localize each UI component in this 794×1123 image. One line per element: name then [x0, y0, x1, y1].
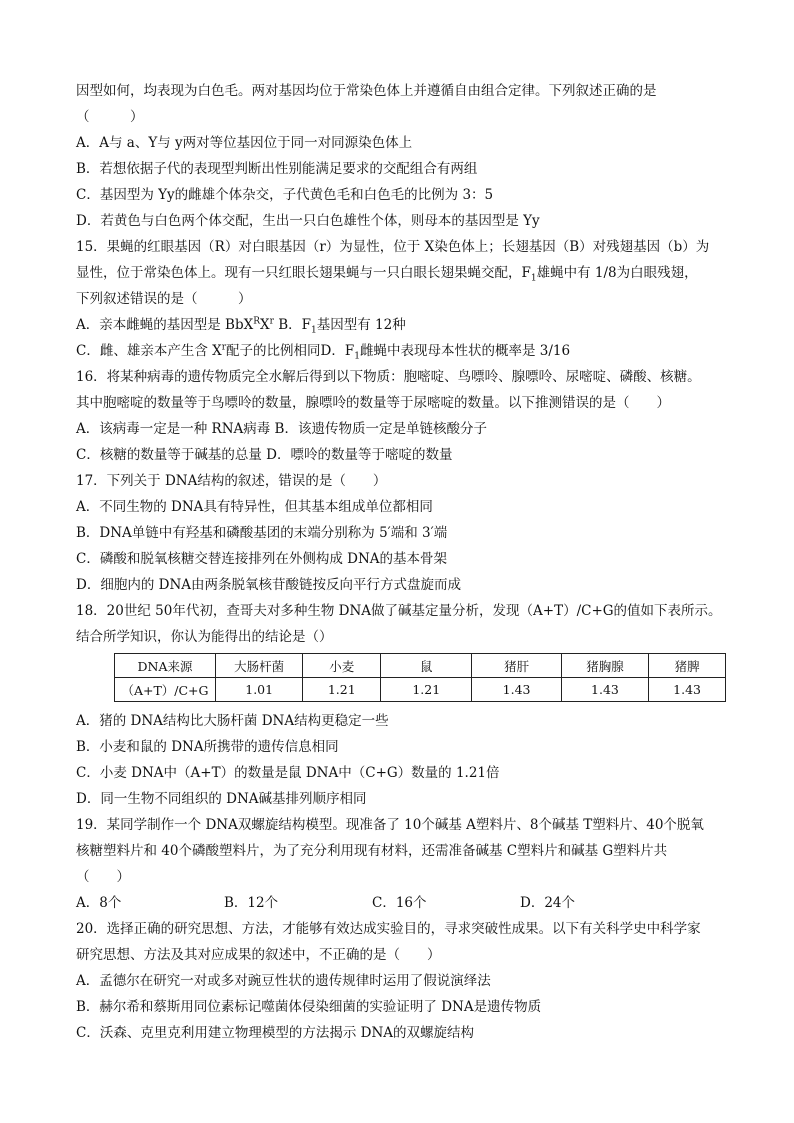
table-cell: 小麦 — [303, 654, 381, 678]
q14-answer-paren: （ ） — [76, 109, 144, 125]
q15-option-a: A．亲本雌蝇的基因型是 $BbX^RX^r$ — [76, 316, 274, 333]
q18-option-c: C．小麦 DNA中（A+T）的数量是鼠 DNA中（C+G）数量的 1.21倍 — [76, 765, 500, 781]
exam-page — [76, 78, 726, 1046]
table-cell: 1.21 — [381, 678, 472, 702]
q19-stem-line2: 核糖塑料片和 40个磷酸塑料片，为了充分利用现有材料，还需准备碱基 C塑料片和碱基 G塑料片共 — [76, 843, 668, 859]
q17-option-a: A．不同生物的 DNA具有特异性，但其基本组成单位都相同 — [76, 499, 433, 515]
q14-continuation: 因型如何，均表现为白色毛。两对基因均位于常染色体上并遵循自由组合定律。下列叙述正确的是 — [76, 83, 657, 99]
q15-stem-line3: 下列叙述错误的是（ ） — [76, 291, 252, 307]
q14-option-d: D．若黄色与白色两个体交配，生出一只白色雄性个体，则母本的基因型是 Yy — [76, 213, 540, 229]
q18-option-d: D．同一生物不同组织的 DNA碱基排列顺序相同 — [76, 791, 367, 807]
q19-options — [76, 890, 726, 916]
q19-option-a: A．8个 — [76, 895, 122, 911]
q20-option-c: C．沃森、克里克利用建立物理模型的方法揭示 DNA的双螺旋结构 — [76, 1025, 475, 1041]
table-cell: 1.43 — [561, 678, 648, 702]
q19-option-b: B．12个 — [224, 895, 279, 911]
q15-option-d: D．$F_1$雌蝇中表现母本性状的概率是 3/16 — [320, 343, 571, 362]
q15-option-b: B．$F_1$基因型有 12种 — [278, 317, 406, 336]
table-header-row — [115, 654, 726, 678]
q17-option-b: B．DNA单链中有羟基和磷酸基团的末端分别称为 5′端和 3′端 — [76, 525, 448, 541]
q15-options-cd — [76, 338, 726, 364]
q17-option-d: D．细胞内的 DNA由两条脱氧核苷酸链按反向平行方式盘旋而成 — [76, 577, 461, 593]
table-cell: 1.43 — [649, 678, 726, 702]
table-row — [115, 678, 726, 702]
dna-ratio-table — [114, 653, 726, 702]
q15-stem-line2: 显性，位于常染色体上。现有一只红眼长翅果蝇与一只白眼长翅果蝇交配，$F_1$雄蝇中有 1/8为白眼残翅， — [76, 265, 698, 284]
table-cell: （A+T）/C+G — [115, 678, 216, 702]
q18-option-b: B．小麦和鼠的 DNA所携带的遗传信息相同 — [76, 739, 339, 755]
q19-answer-paren: （ ） — [76, 869, 130, 885]
q20-option-b: B．赫尔希和蔡斯用同位素标记噬菌体侵染细菌的实验证明了 DNA是遗传物质 — [76, 999, 542, 1015]
q20-stem-line2: 研究思想、方法及其对应成果的叙述中，不正确的是（ ） — [76, 947, 441, 963]
q14-option-a: A．A与 a、Y与 y两对等位基因位于同一对同源染色体上 — [76, 135, 413, 151]
table-cell: 猪肝 — [472, 654, 561, 678]
q16-stem-line1: 16．将某种病毒的遗传物质完全水解后得到以下物质：胞嘧啶、鸟嘌呤、腺嘌呤、尿嘧啶、磷酸、核糖。 — [76, 369, 701, 385]
q16-options-cd: C．核糖的数量等于碱基的总量 D．嘌呤的数量等于嘧啶的数量 — [76, 447, 453, 463]
q18-stem-line1: 18．20世纪 50年代初，查哥夫对多种生物 DNA做了碱基定量分析，发现（A+T）/C+G的值如下表所示。 — [76, 603, 722, 619]
table-cell: 1.01 — [215, 678, 302, 702]
table-cell: 猪脾 — [649, 654, 726, 678]
q14-option-b: B．若想依据子代的表现型判断出性别能满足要求的交配组合有两组 — [76, 161, 478, 177]
table-cell: 大肠杆菌 — [215, 654, 302, 678]
q19-option-d: D．24个 — [520, 895, 576, 911]
q18-option-a: A．猪的 DNA结构比大肠杆菌 DNA结构更稳定一些 — [76, 713, 389, 729]
q17-option-c: C．磷酸和脱氧核糖交替连接排列在外侧构成 DNA的基本骨架 — [76, 551, 448, 567]
q15-option-c: C．雌、雄亲本产生含 $X^r$配子的比例相同 — [76, 342, 321, 359]
table-cell: 鼠 — [381, 654, 472, 678]
q19-stem-line1: 19．某同学制作一个 DNA双螺旋结构模型。现准备了 10个碱基 A塑料片、8个碱基 T塑料片、40个脱氧 — [76, 817, 704, 833]
table-cell: 1.21 — [303, 678, 381, 702]
q19-option-c: C．16个 — [372, 895, 427, 911]
q20-option-a: A．孟德尔在研究一对或多对豌豆性状的遗传规律时运用了假说演绎法 — [76, 973, 491, 989]
q15-options-ab — [76, 312, 726, 338]
q17-stem: 17．下列关于 DNA结构的叙述，错误的是（ ） — [76, 473, 387, 489]
q16-stem-line2: 其中胞嘧啶的数量等于鸟嘌呤的数量，腺嘌呤的数量等于尿嘧啶的数量。以下推测错误的是（ ） — [76, 395, 670, 411]
table-cell: 猪胸腺 — [561, 654, 648, 678]
q14-option-c: C．基因型为 Yy的雌雄个体杂交，子代黄色毛和白色毛的比例为 3：5 — [76, 187, 494, 203]
table-cell: DNA来源 — [115, 654, 216, 678]
q18-stem-line2: 结合所学知识，你认为能得出的结论是（） — [76, 629, 333, 645]
q16-options-ab: A．该病毒一定是一种 RNA病毒 B．该遗传物质一定是单链核酸分子 — [76, 421, 487, 437]
q15-stem-line1: 15．果蝇的红眼基因（R）对白眼基因（r）为显性，位于 X染色体上；长翅基因（B）对残翅基因（b）为 — [76, 239, 710, 255]
q20-stem-line1: 20．选择正确的研究思想、方法，才能够有效达成实验目的，寻求突破性成果。以下有关科学史中科学家 — [76, 921, 701, 937]
table-cell: 1.43 — [472, 678, 561, 702]
